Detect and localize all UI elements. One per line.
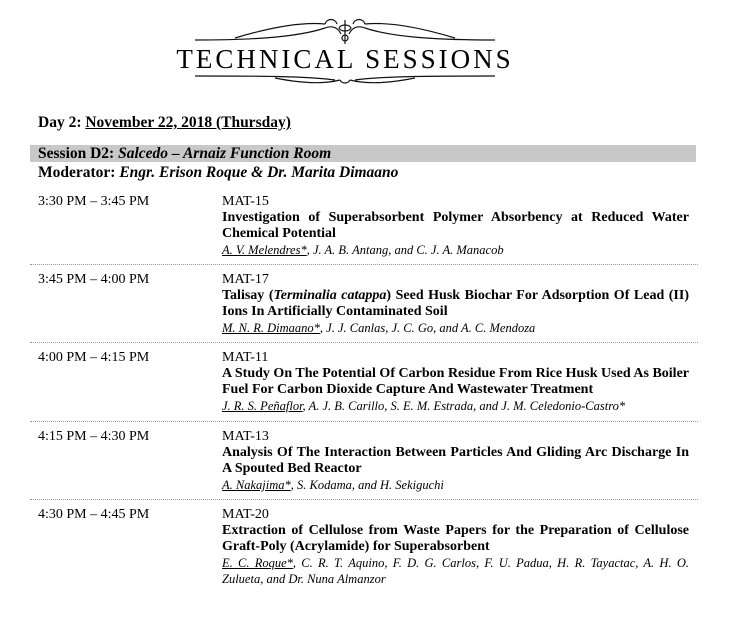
entry-divider [30, 342, 698, 343]
entry-time: 4:30 PM – 4:45 PM [38, 507, 150, 522]
paper-title [222, 288, 689, 320]
moderator-label: Moderator: [38, 164, 120, 181]
session-label: Session D2: [38, 145, 119, 162]
entry-time: 4:15 PM – 4:30 PM [38, 429, 150, 444]
presenter-name: A. V. Melendres* [222, 243, 307, 257]
entry-divider [30, 264, 698, 265]
paper-title: Analysis Of The Interaction Between Particles And Gliding Arc Discharge In A Spouted Bed Reactor [222, 445, 689, 476]
entry-details [222, 507, 689, 587]
moderator-names: Engr. Erison Roque & Dr. Marita Dimaano [119, 164, 399, 181]
entry-divider [30, 499, 698, 500]
coauthors: , J. A. B. Antang, and C. J. A. Manacob [306, 243, 504, 257]
paper-title-species: Terminalia catappa [273, 288, 387, 303]
paper-authors [222, 555, 689, 587]
entry-time: 4:00 PM – 4:15 PM [38, 350, 150, 365]
paper-code: MAT-13 [222, 429, 269, 444]
presenter-name: E. C. Roque* [222, 556, 293, 570]
paper-title: Investigation of Superabsorbent Polymer Absorbency at Reduced Water Chemical Potential [222, 210, 689, 241]
coauthors: , A. J. B. Carillo, S. E. M. Estrada, and J. M. Celedonio-Castro* [302, 399, 626, 413]
paper-code: MAT-15 [222, 194, 269, 209]
paper-authors [222, 477, 689, 493]
paper-authors [222, 320, 689, 336]
paper-title: Extraction of Cellulose from Waste Papers for the Preparation of Cellulose Graft-Poly (Acrylamide) for Superabsorbent [222, 523, 689, 554]
paper-code: MAT-20 [222, 507, 269, 522]
session-room: Salcedo – Arnaiz Function Room [118, 145, 332, 162]
paper-code: MAT-11 [222, 350, 269, 365]
entry-details [222, 350, 689, 414]
entry-time: 3:45 PM – 4:00 PM [38, 272, 150, 287]
header-banner [175, 14, 515, 86]
coauthors: , C. R. T. Aquino, F. D. G. Carlos, F. U. Padua, H. R. Tayactac, A. H. O. Zulueta, and Dr. Nuna Almanzor [222, 556, 689, 586]
paper-title-start: Talisay ( [222, 288, 274, 303]
day-heading [38, 114, 291, 132]
paper-title: A Study On The Potential Of Carbon Residue From Rice Husk Used As Boiler Fuel For Carbon Dioxide Capture And Wastewater Treatment [222, 366, 689, 397]
paper-title-end: ) Seed Husk Biochar For Adsorption Of Lead (II) Ions In Artificially Contaminated Soil [222, 288, 689, 319]
entry-details [222, 429, 689, 493]
entry-time: 3:30 PM – 3:45 PM [38, 194, 150, 209]
presenter-name: M. N. R. Dimaano* [222, 321, 320, 335]
presenter-name: J. R. S. Peñaflor [222, 399, 303, 413]
entry-details [222, 194, 689, 258]
presenter-name: A. Nakajima* [222, 478, 291, 492]
moderator-line [38, 164, 398, 181]
entry-details [222, 272, 689, 336]
day-label: Day 2: [38, 114, 86, 131]
coauthors: , S. Kodama, and H. Sekiguchi [290, 478, 444, 492]
paper-authors [222, 242, 689, 258]
paper-code: MAT-17 [222, 272, 269, 287]
paper-authors [222, 398, 689, 414]
day-date: November 22, 2018 (Thursday) [85, 114, 291, 131]
coauthors: , J. J. Canlas, J. C. Go, and A. C. Mendoza [319, 321, 536, 335]
page-title: TECHNICAL SESSIONS [176, 44, 514, 74]
session-heading [38, 145, 331, 162]
entry-divider [30, 421, 698, 422]
